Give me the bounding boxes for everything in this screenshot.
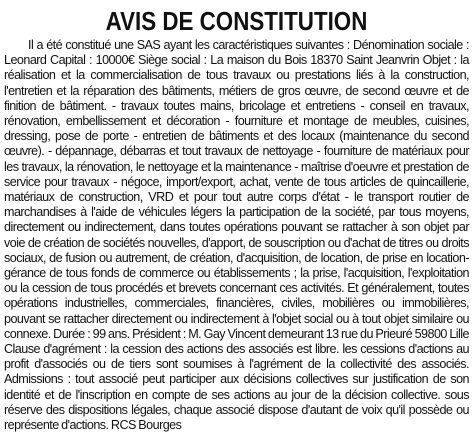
notice-body-text: Il a été constitué une SAS ayant les caractéristiques suivantes : Dénomination sociale : Leonard Capital : 10000€ Siège social : La maison du Bois 18370 Saint Jeanvrin Objet : la réalisation et la commercialisation de tous travaux ou prestations liés à la construction, l'entretien et la réparation des bâtiments, métiers de gros œuvre, de second œuvre et de finition de bâtiment. - travaux toutes mains, bricolage et entretiens - conseil en travaux, rénovation, embellissement et décoration - fourniture et montage de meubles, cuisines, dressing, pose de porte - entretien de bâtiments et des locaux (maintenance du second œuvre). - dépannage, débarras et tout travaux de nettoyage - fourniture de matériaux pour les travaux, la rénovation, le nettoyage et la maintenance - maîtrise d'oeuvre et prestation de service pour travaux - négoce, import/export, achat, vente de tous articles de quincaillerie, matériaux de construction, VRD et pour tout autre corps d'état - le transport routier de marchandises à l'aide de véhicules légers la participation de la société, par tous moyens, directement ou indirectement, dans toutes opérations pouvant se rattacher à son objet par voie de création de sociétés nouvelles, d'apport, de souscription ou d'achat de titres ou droits sociaux, de fusion ou autrement, de création, d'acquisition, de location, de prise en location-gérance de tous fonds de commerce ou établissements ; la prise, l'acquisition, l'exploitation ou la cession de tous procédés et brevets concernant ces activités. Et généralement, toutes opérations industrielles, commerciales, financières, civiles, mobilières ou immobilières, pouvant se rattacher directement ou indirectement à l'objet social ou à tout objet similaire ou connexe. Durée : 99 ans. Président : M. Gay Vincent demeurant 13 rue du Prieuré 59800 Lille Clause d'agrément : la cession des actions des associés est libre. les cessions d'actions au profit d'associés ou de tiers sont soumises à l'agrément de la collectivité des associés. Admissions : tout associé peut participer aux décisions collectives sur justification de son identité et de l'inscription en compte de ses actions au jour de la décision collective. sous réserve des dispositions légales, chaque associé dispose d'autant de voix qu'il possède ou représente d'actions. RCS Bourges [4, 38, 469, 433]
notice-body-paragraph [4, 38, 469, 433]
notice-title: AVIS DE CONSTITUTION [105, 6, 368, 36]
